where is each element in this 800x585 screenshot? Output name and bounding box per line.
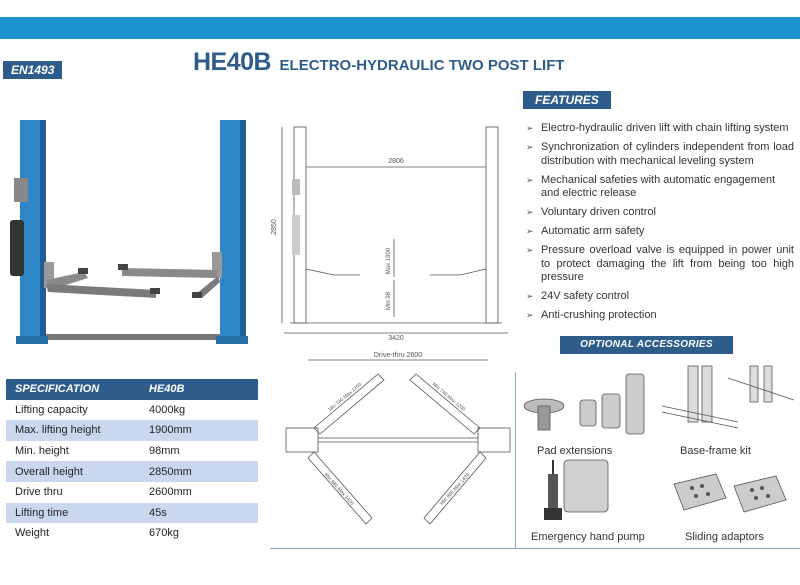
feature-item: ➢ Pressure overload valve is equipped in power unit to protect damaging the lift from being too high pressure bbox=[526, 244, 794, 283]
spec-value: 1900mm bbox=[140, 420, 258, 441]
arm-top-right bbox=[410, 374, 480, 434]
accessories-left-divider bbox=[515, 372, 516, 548]
feature-item: ➢ Mechanical safeties with automatic engagement and electric release bbox=[526, 173, 776, 199]
power-unit bbox=[10, 220, 24, 276]
spec-label: Min. height bbox=[15, 445, 69, 458]
table-row bbox=[6, 503, 258, 524]
svg-text:Min 980 Max 1420: Min 980 Max 1420 bbox=[439, 472, 472, 507]
arrow-bullet-icon: ➢ bbox=[526, 123, 534, 133]
dim-min-height: Min 98 bbox=[386, 291, 392, 311]
spec-label: Overall height bbox=[6, 461, 140, 482]
dim-drive-thru: Drive-thru 2600 bbox=[373, 352, 423, 359]
spec-value: 45s bbox=[140, 503, 258, 524]
table-row bbox=[6, 523, 258, 544]
spec-value: 4000kg bbox=[149, 403, 186, 416]
table-row bbox=[6, 461, 258, 482]
svg-text:Min 980 Max 1420: Min 980 Max 1420 bbox=[322, 472, 355, 507]
emergency-hand-pump-image bbox=[540, 458, 620, 530]
specification-table bbox=[6, 379, 258, 544]
svg-text:Min 740 Max 1200: Min 740 Max 1200 bbox=[327, 381, 364, 413]
spec-label: Lifting time bbox=[6, 503, 140, 524]
base-plate bbox=[34, 334, 246, 340]
dim-inner-width: 2806 bbox=[388, 158, 404, 165]
left-arm-rear bbox=[46, 284, 156, 298]
top-color-bar bbox=[0, 17, 800, 39]
table-row bbox=[6, 420, 258, 441]
spec-label: Max. lifting height bbox=[6, 420, 140, 441]
arm-top-left bbox=[314, 374, 384, 434]
spec-label: Drive thru bbox=[15, 486, 63, 499]
table-row bbox=[6, 441, 258, 462]
arrow-bullet-icon: ➢ bbox=[526, 226, 534, 236]
accessory-label-sliding-adaptors: Sliding adaptors bbox=[685, 531, 764, 543]
spec-value: 2850mm bbox=[140, 461, 258, 482]
features-list bbox=[526, 122, 794, 328]
spec-value: 2600mm bbox=[149, 486, 192, 499]
table-header-cell: HE40B bbox=[140, 379, 258, 400]
feature-item: ➢ Synchronization of cylinders independent from load distribution with mechanical leveling system bbox=[526, 141, 794, 167]
feature-item: ➢ Voluntary driven control bbox=[526, 206, 656, 218]
arrow-bullet-icon: ➢ bbox=[526, 174, 534, 185]
table-row bbox=[6, 400, 258, 421]
control-box bbox=[14, 178, 28, 202]
accessory-label-pad-extensions: Pad extensions bbox=[537, 445, 613, 457]
standard-tag: EN1493 bbox=[3, 61, 62, 79]
svg-text:Min 740 Max 1200: Min 740 Max 1200 bbox=[430, 381, 467, 413]
lift-photo bbox=[6, 112, 268, 352]
spec-value: 98mm bbox=[149, 445, 180, 458]
model-name: HE40B bbox=[193, 48, 272, 76]
arrow-bullet-icon: ➢ bbox=[526, 245, 534, 255]
product-name: ELECTRO-HYDRAULIC TWO POST LIFT bbox=[279, 57, 565, 74]
feature-item: ➢ Automatic arm safety bbox=[526, 225, 645, 237]
spec-label: Lifting capacity bbox=[15, 403, 88, 416]
spec-value: 670kg bbox=[149, 527, 179, 540]
sliding-adaptors-image bbox=[664, 464, 796, 526]
dim-outer-width: 3420 bbox=[388, 335, 404, 342]
feature-item: ➢ 24V safety control bbox=[526, 290, 630, 302]
table-header-row bbox=[6, 379, 258, 400]
dim-max-height: Max 1900 bbox=[386, 247, 392, 275]
feature-item: ➢ Anti-crushing protection bbox=[526, 309, 657, 321]
dim-height: 2850 bbox=[271, 219, 278, 235]
arrow-bullet-icon: ➢ bbox=[526, 142, 534, 152]
accessory-label-base-frame-kit: Base-frame kit bbox=[680, 445, 751, 457]
page-title bbox=[193, 48, 565, 77]
top-view-drawing bbox=[280, 350, 515, 545]
arrow-bullet-icon: ➢ bbox=[526, 310, 534, 320]
feature-item: ➢ Electro-hydraulic driven lift with chain lifting system bbox=[526, 122, 789, 134]
pad-extensions-image bbox=[520, 368, 650, 440]
base-frame-kit-image bbox=[658, 364, 798, 446]
spec-label: Weight bbox=[15, 527, 50, 540]
table-row bbox=[6, 482, 258, 503]
optional-accessories-heading: OPTIONAL ACCESSORIES bbox=[560, 336, 733, 354]
accessory-label-emergency-hand-pump: Emergency hand pump bbox=[531, 531, 645, 543]
right-arm-front bbox=[122, 268, 218, 278]
arrow-bullet-icon: ➢ bbox=[526, 207, 534, 217]
features-heading: FEATURES bbox=[523, 91, 611, 109]
arrow-bullet-icon: ➢ bbox=[526, 291, 534, 301]
accessories-bottom-divider bbox=[270, 548, 800, 549]
front-elevation-drawing bbox=[270, 115, 520, 345]
table-header-cell: SPECIFICATION bbox=[6, 379, 140, 400]
